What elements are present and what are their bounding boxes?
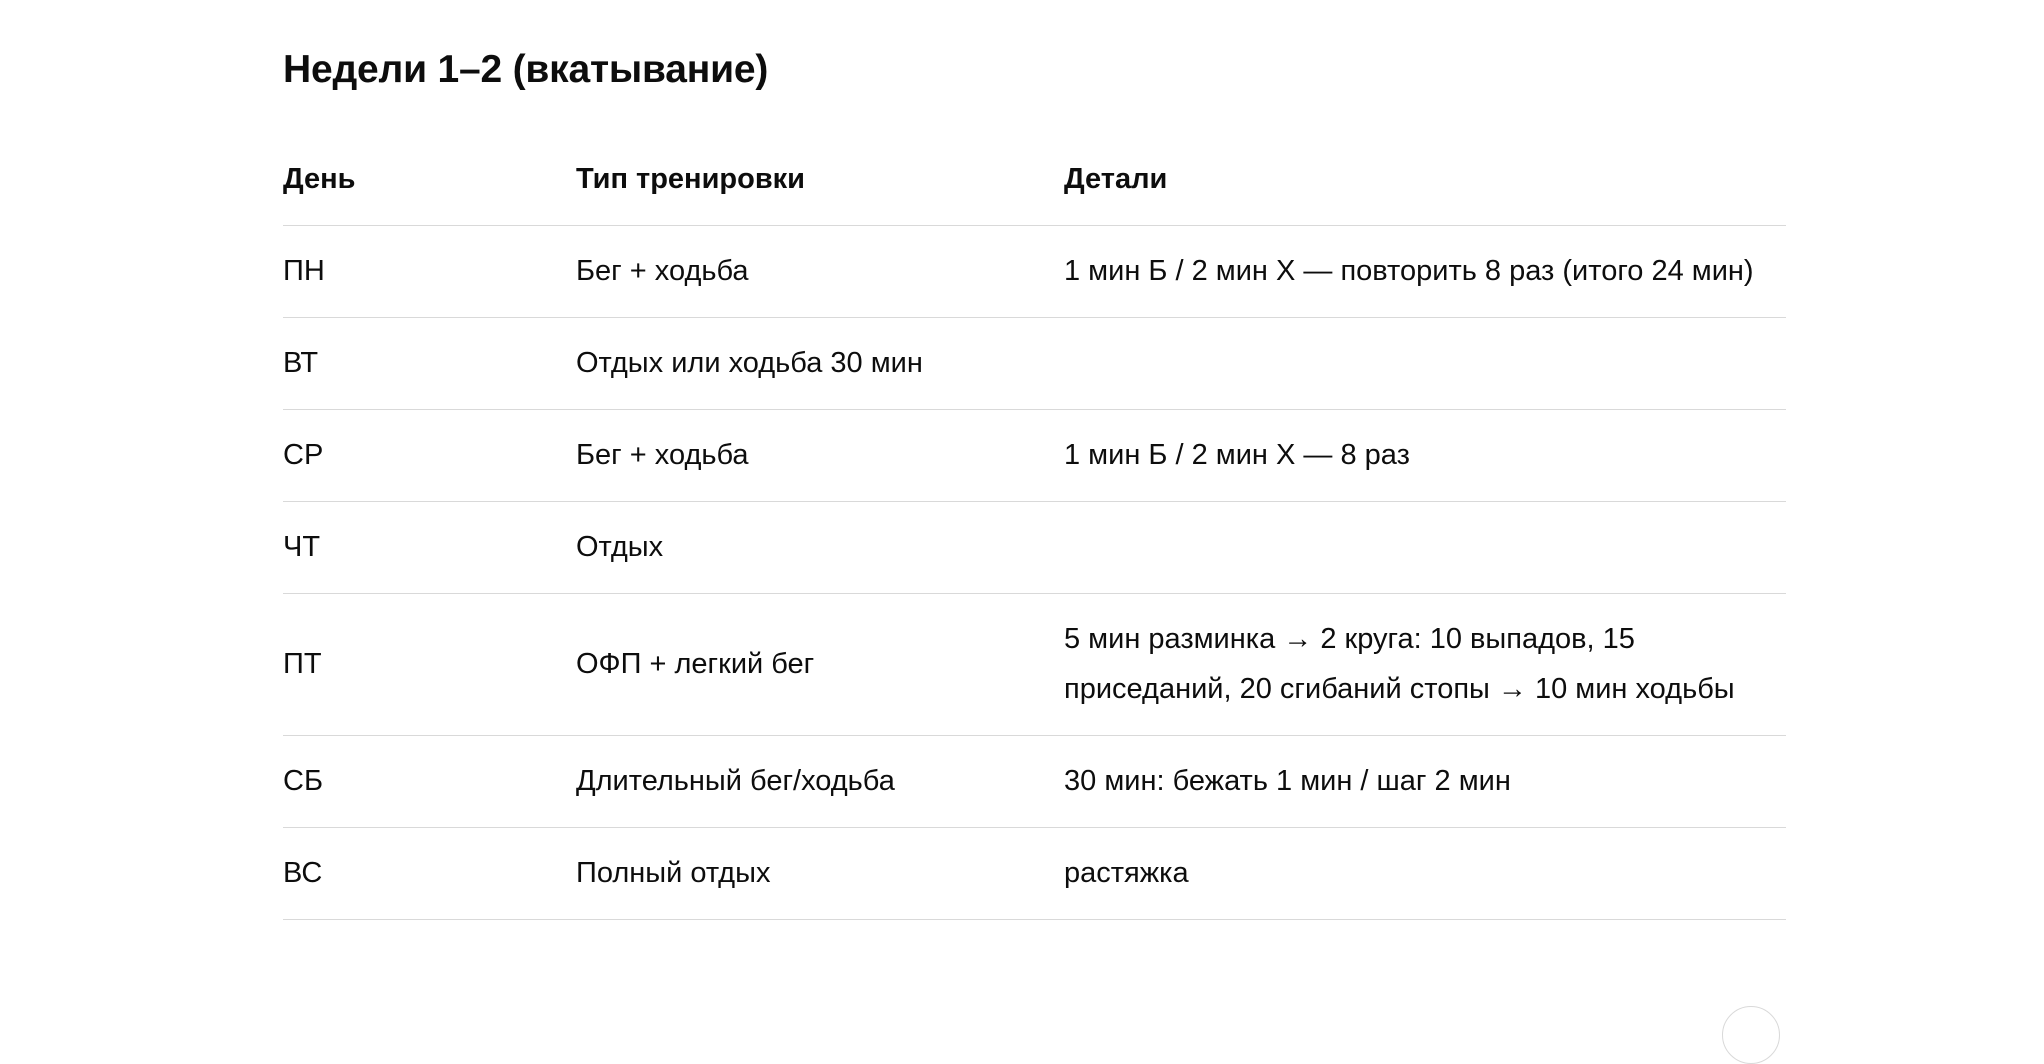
column-header-details: Детали [1064, 133, 1786, 226]
training-schedule-table [283, 133, 1786, 920]
cell-day: СР [283, 410, 576, 502]
table-row [283, 828, 1786, 920]
cell-type: Бег + ходьба [576, 226, 1064, 318]
table-row [283, 318, 1786, 410]
table-row [283, 410, 1786, 502]
cell-details: 1 мин Б / 2 мин Х — повторить 8 раз (итого 24 мин) [1064, 226, 1786, 318]
cell-details: 30 мин: бежать 1 мин / шаг 2 мин [1064, 736, 1786, 828]
section-title: Недели 1–2 (вкатывание) [283, 48, 769, 91]
cell-details: 1 мин Б / 2 мин Х — 8 раз [1064, 410, 1786, 502]
cell-day: ВТ [283, 318, 576, 410]
cell-day: ПТ [283, 594, 576, 736]
table-header-row [283, 133, 1786, 226]
column-header-day: День [283, 133, 576, 226]
table-row [283, 502, 1786, 594]
table-row [283, 594, 1786, 736]
cell-day: ПН [283, 226, 576, 318]
cell-details [1064, 318, 1786, 410]
table-row [283, 736, 1786, 828]
cell-details: 5 мин разминка → 2 круга: 10 выпадов, 15 приседаний, 20 сгибаний стопы → 10 мин ходьбы [1064, 594, 1786, 736]
table-row [283, 226, 1786, 318]
cell-type: Отдых или ходьба 30 мин [576, 318, 1064, 410]
column-header-type: Тип тренировки [576, 133, 1064, 226]
cell-type: Бег + ходьба [576, 410, 1064, 502]
scroll-down-button[interactable] [1722, 1006, 1780, 1064]
cell-day: СБ [283, 736, 576, 828]
cell-day: ВС [283, 828, 576, 920]
cell-type: Длительный бег/ходьба [576, 736, 1064, 828]
cell-details [1064, 502, 1786, 594]
cell-type: Отдых [576, 502, 1064, 594]
cell-details: растяжка [1064, 828, 1786, 920]
cell-type: ОФП + легкий бег [576, 594, 1064, 736]
cell-day: ЧТ [283, 502, 576, 594]
cell-type: Полный отдых [576, 828, 1064, 920]
